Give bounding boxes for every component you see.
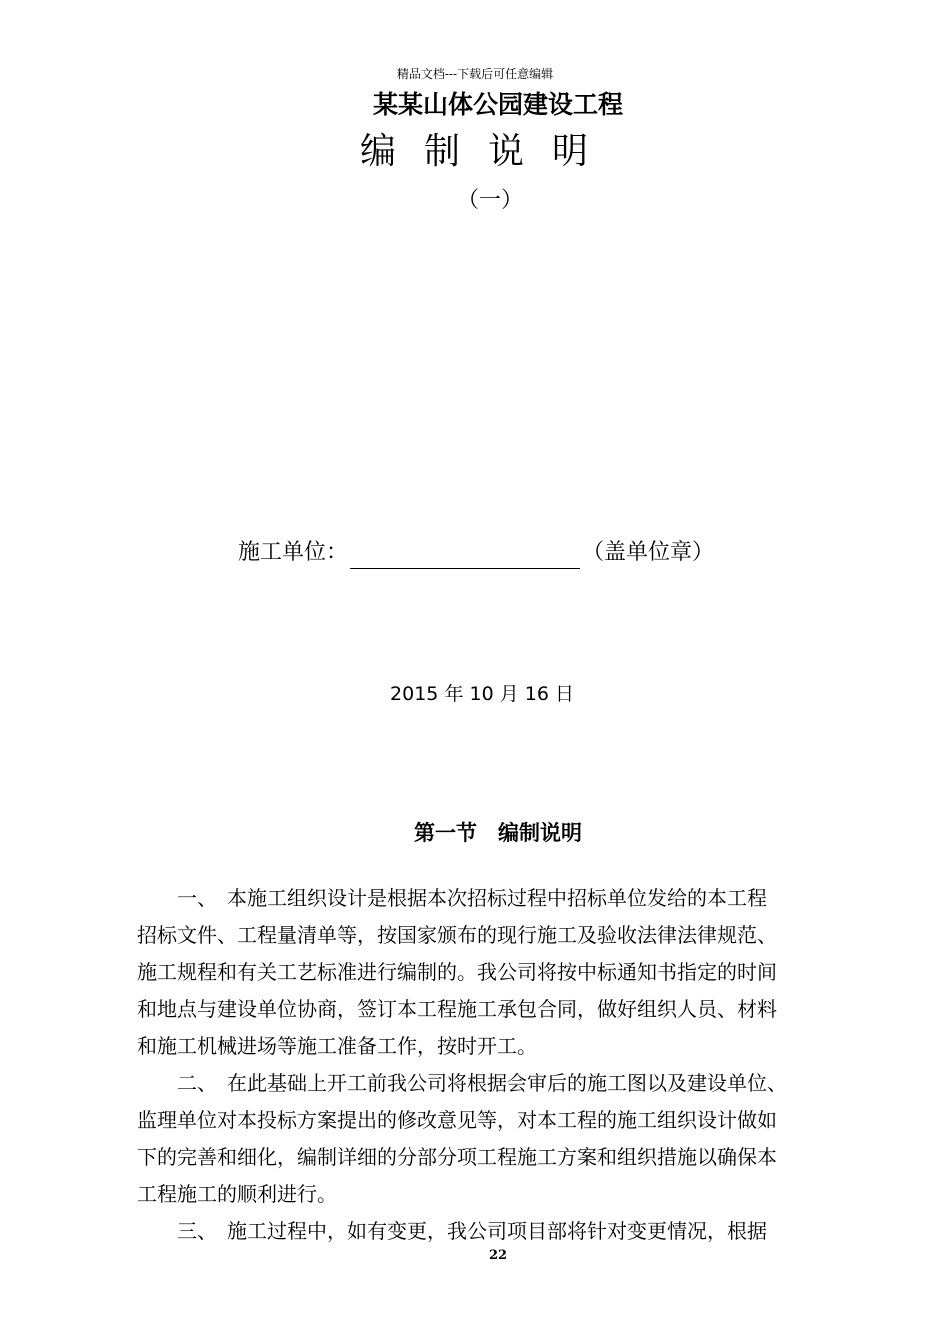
construction-unit-blank xyxy=(350,542,580,569)
document-title: 编制说明 xyxy=(359,131,616,172)
project-title: 某某山体公园建设工程 xyxy=(372,90,623,119)
paragraph-line: 下的完善和细化，编制详细的分部分项工程施工方案和组织措施以确保本 xyxy=(137,1145,777,1169)
paragraph-line: 施工规程和有关工艺标准进行编制的。我公司将按中标通知书指定的时间 xyxy=(137,960,777,984)
seal-note: （盖单位章） xyxy=(582,540,715,565)
body-text xyxy=(137,880,863,1250)
construction-unit-line xyxy=(238,537,714,569)
paragraph-line: 和施工机械进场等施工准备工作，按时开工。 xyxy=(137,1034,537,1058)
paragraph-2 xyxy=(137,1065,863,1213)
paragraph-3 xyxy=(137,1213,863,1250)
paragraph-line: 招标文件、工程量清单等，按国家颁布的现行施工及验收法律法律规范、 xyxy=(137,923,777,947)
construction-unit-label: 施工单位： xyxy=(238,540,349,565)
paragraph-line: 三、 施工过程中，如有变更，我公司项目部将针对变更情况，根据 xyxy=(137,1219,767,1243)
paragraph-line: 和地点与建设单位协商，签订本工程施工承包合同，做好组织人员、材料 xyxy=(137,997,777,1021)
paragraph-1 xyxy=(137,880,863,1065)
paragraph-line: 一、 本施工组织设计是根据本次招标过程中招标单位发给的本工程 xyxy=(137,886,767,910)
paragraph-line: 工程施工的顺利进行。 xyxy=(137,1182,337,1206)
volume-label: （一） xyxy=(456,188,523,213)
page-number: 22 xyxy=(488,1248,508,1263)
paragraph-line: 二、 在此基础上开工前我公司将根据会审后的施工图以及建设单位、 xyxy=(137,1071,787,1095)
document-date: 2015 年 10 月 16 日 xyxy=(390,683,574,705)
header-note: 精品文档---下载后可任意编辑 xyxy=(396,67,554,81)
section-heading: 第一节 编制说明 xyxy=(414,821,582,845)
paragraph-line: 监理单位对本投标方案提出的修改意见等，对本工程的施工组织设计做如 xyxy=(137,1108,777,1132)
